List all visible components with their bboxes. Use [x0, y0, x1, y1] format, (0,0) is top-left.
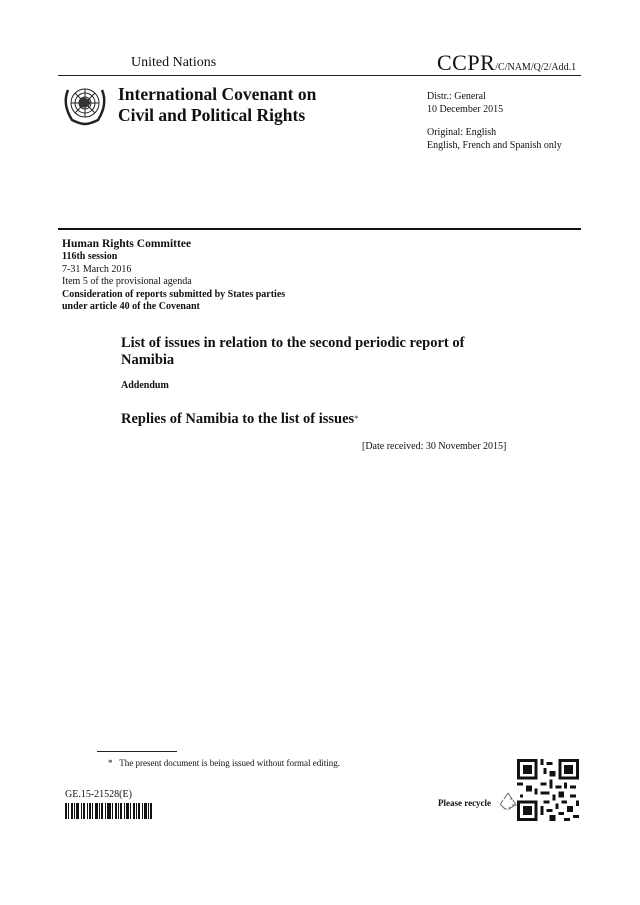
addendum-label: Addendum	[121, 380, 169, 391]
distribution-meta	[427, 90, 562, 152]
footnote-marker[interactable]: *	[354, 414, 359, 423]
symbol-main: CCPR	[437, 50, 496, 75]
document-symbol	[437, 50, 576, 76]
section-divider	[58, 228, 581, 230]
symbol-suffix: /C/NAM/Q/2/Add.1	[495, 62, 577, 73]
session-dates: 7-31 March 2016	[62, 263, 132, 275]
header-divider	[58, 75, 581, 76]
treaty-title	[118, 84, 316, 126]
committee-block	[62, 237, 285, 314]
replies-heading	[121, 411, 358, 428]
qr-code-icon	[517, 759, 579, 821]
footnote-text: The present document is being issued without formal editing.	[119, 758, 340, 768]
recycle-label: Please recycle	[438, 798, 492, 808]
committee-name: Human Rights Committee	[62, 238, 192, 250]
footnote-divider	[97, 751, 177, 752]
title-line-2: Civil and Political Rights	[118, 105, 306, 125]
footnote	[108, 758, 340, 768]
replies-text: Replies of Namibia to the list of issues	[121, 411, 355, 427]
job-number: GE.15-21528(E)	[65, 789, 132, 800]
session: 116th session	[62, 251, 118, 262]
original-language: Original: English	[427, 127, 497, 138]
consideration-line-1: Consideration of reports submitted by States parties	[62, 288, 286, 300]
footnote-marker-label: *	[108, 758, 113, 768]
agenda-item: Item 5 of the provisional agenda	[62, 276, 192, 287]
title-line-1: International Covenant on	[118, 84, 317, 104]
document-title: List of issues in relation to the second periodic report of Namibia	[121, 335, 465, 368]
languages: English, French and Spanish only	[427, 140, 562, 151]
barcode-icon	[65, 803, 163, 819]
date-received: [Date received: 30 November 2015]	[362, 441, 507, 452]
un-emblem-icon	[60, 82, 110, 126]
recycle-icon	[497, 790, 519, 812]
consideration-line-2: under article 40 of the Covenant	[62, 301, 200, 312]
organization-name: United Nations	[131, 55, 217, 70]
issue-date: 10 December 2015	[427, 104, 504, 115]
distribution: Distr.: General	[427, 91, 486, 102]
